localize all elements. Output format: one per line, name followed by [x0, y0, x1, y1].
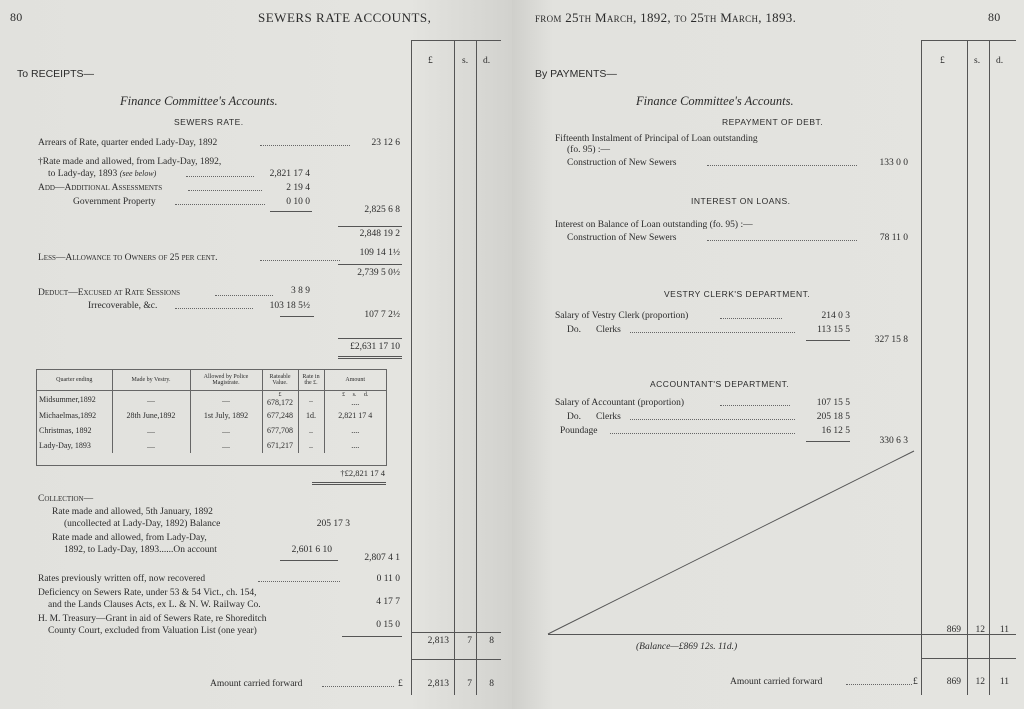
vestry-clerks-label: Clerks [596, 325, 621, 335]
collection-line3: Rate made and allowed, from Lady-Day, [52, 533, 207, 543]
construction-amount-1: 133 0 0 [879, 158, 908, 168]
sum-rule [342, 636, 402, 637]
government-amount: 0 10 0 [286, 197, 310, 207]
fifteenth-line1: Fifteenth Instalment of Principal of Loan outstanding [555, 134, 758, 144]
treasury-amount: 0 15 0 [376, 620, 400, 630]
rate-made-line2: to Lady-day, 1893 (see below) [48, 169, 157, 179]
carried-currency: £ [913, 677, 918, 687]
total-shillings: 12 [975, 625, 985, 635]
subtotal-1: 2,825 6 8 [364, 205, 400, 215]
pounds-header: £ [940, 56, 945, 66]
rate-made-amount: 2,821 17 4 [269, 169, 310, 179]
deficiency-line1: Deficiency on Sewers Rate, under 53 & 54 Vict., ch. 154, [38, 588, 257, 598]
leader-dots [260, 260, 340, 261]
carried-forward-label: Amount carried forward [730, 677, 823, 687]
sum-rule [338, 338, 402, 339]
shillings-header: s. [974, 56, 981, 66]
repayment-heading: REPAYMENT OF DEBT. [722, 117, 824, 127]
leader-dots [175, 308, 253, 309]
deduct-amount: 3 8 9 [291, 286, 310, 296]
carried-forward-label: Amount carried forward [210, 679, 303, 689]
irrecoverable-label: Irrecoverable, &c. [88, 301, 158, 311]
vestry-total: 327 15 8 [874, 335, 908, 345]
leader-dots [846, 684, 912, 685]
interest-heading: INTEREST ON LOANS. [691, 196, 791, 206]
header-rule [411, 40, 501, 41]
page-title: SEWERS RATE ACCOUNTS, [258, 10, 432, 25]
total-pence: 8 [489, 636, 494, 646]
rate-header: Rate in the £. [298, 370, 324, 390]
government-label: Government Property [73, 197, 156, 207]
carried-shillings: 12 [975, 677, 985, 687]
quarter-header: Quarter ending [37, 370, 112, 390]
collection-heading: Collection— [38, 494, 94, 504]
total-shillings: 7 [467, 636, 472, 646]
sum-rule [338, 356, 402, 357]
leader-dots [260, 145, 350, 146]
column-rule [411, 40, 412, 695]
leader-dots [322, 686, 394, 687]
total-rule [411, 632, 501, 633]
interest-line1: Interest on Balance of Loan outstanding (fo. 95) :— [555, 220, 753, 230]
rate-total: £2,631 17 10 [350, 342, 400, 352]
carried-currency: £ [398, 679, 403, 689]
deduct-label: Deduct—Excused at Rate Sessions [38, 288, 181, 298]
column-rule [454, 40, 455, 695]
accountant-clerks-label: Clerks [596, 412, 621, 422]
carried-shillings: 7 [467, 679, 472, 689]
page-number: 80 [10, 10, 23, 24]
finance-heading: Finance Committee's Accounts. [636, 94, 794, 108]
sewers-rate-heading: SEWERS RATE. [174, 117, 244, 127]
leader-dots [258, 581, 340, 582]
vestry-do: Do. [567, 325, 581, 335]
vestry-heading: VESTRY CLERK'S DEPARTMENT. [664, 289, 811, 299]
accountant-clerks-amount: 205 18 5 [816, 412, 850, 422]
accountant-do: Do. [567, 412, 581, 422]
collection-amount-1: 205 17 3 [316, 519, 350, 529]
vestry-salary-label: Salary of Vestry Clerk (proportion) [555, 311, 689, 321]
carried-pounds: 2,813 [427, 679, 449, 689]
less-label: Less—Allowance to Owners of 25 per cent. [38, 253, 218, 263]
fifteenth-line2: (fo. 95) :— [567, 145, 611, 155]
previous-label: Rates previously written off, now recovered [38, 574, 206, 584]
carried-pounds: 869 [946, 677, 961, 687]
sum-rule [338, 226, 402, 227]
table-total: †£2,821 17 4 [340, 468, 385, 478]
rateable-header: Rateable Value. [262, 370, 298, 390]
collection-line1: Rate made and allowed, 5th January, 1892 [52, 507, 213, 517]
pounds-header: £ [428, 56, 433, 66]
treasury-line2: County Court, excluded from Valuation List (one year) [48, 626, 257, 636]
table-row: Midsummer,1892 .... .... £ 678,172 .. £ s. d. .... [37, 390, 386, 408]
deduct-total: 107 7 2½ [364, 310, 400, 320]
accountant-salary-label: Salary of Accountant (proportion) [555, 398, 685, 408]
shillings-header: s. [462, 56, 469, 66]
add-label: Add—Additional Assessments [38, 183, 163, 193]
accountant-total: 330 6 3 [879, 436, 908, 446]
previous-amount: 0 11 0 [376, 574, 400, 584]
sum-rule [280, 316, 314, 317]
sum-rule [312, 484, 386, 485]
carried-pence: 8 [489, 679, 494, 689]
deficiency-line2: and the Lands Clauses Acts, ex L. & N. W. Railway Co. [48, 600, 261, 610]
vestry-salary-amount: 214 0 3 [821, 311, 850, 321]
vestry-clerks-amount: 113 15 5 [817, 325, 850, 335]
collection-line2: (uncollected at Lady-Day, 1892) Balance [64, 519, 221, 529]
pence-header: d. [996, 56, 1004, 66]
total-pounds: 869 [946, 625, 961, 635]
rate-made-line1: †Rate made and allowed, from Lady-Day, 1892, [38, 157, 222, 167]
collection-line4: 1892, to Lady-Day, 1893......On account [64, 545, 217, 555]
poundage-label: Poundage [560, 426, 598, 436]
page-number: 80 [988, 10, 1001, 24]
total-rule [921, 658, 1016, 659]
arrears-amount: 23 12 6 [371, 138, 400, 148]
table-row: Lady-Day, 1893 .... .... 671,217 .. .... [37, 438, 386, 453]
accountant-heading: ACCOUNTANT'S DEPARTMENT. [650, 379, 790, 389]
total-rule [411, 659, 501, 660]
deficiency-amount: 4 17 7 [376, 597, 400, 607]
total-pounds: 2,813 [427, 636, 449, 646]
accountant-salary-amount: 107 15 5 [816, 398, 850, 408]
amount-header: Amount [324, 370, 386, 390]
sum-rule [338, 358, 402, 359]
payments-heading: By PAYMENTS— [535, 68, 617, 80]
magistrate-header: Allowed by Police Magistrate. [190, 370, 262, 390]
total-pence: 11 [999, 625, 1009, 635]
finance-heading: Finance Committee's Accounts. [120, 94, 278, 108]
construction-label-2: Construction of New Sewers [567, 233, 677, 243]
subtotal-3: 2,739 5 0½ [357, 268, 400, 278]
pence-header: d. [483, 56, 491, 66]
right-page [512, 0, 1024, 709]
vestry-header: Made by Vestry. [112, 370, 190, 390]
leader-dots [186, 176, 254, 177]
collection-total: 2,807 4 1 [364, 553, 400, 563]
irrecoverable-amount: 103 18 5½ [269, 301, 310, 311]
cancel-line [512, 0, 1024, 709]
sum-rule [338, 264, 402, 265]
balance-note: (Balance—£869 12s. 11d.) [636, 642, 738, 652]
table-row: Christmas, 1892 .... .... 677,708 .. .... [37, 423, 386, 438]
sum-rule [270, 211, 312, 212]
carried-pence: 11 [999, 677, 1009, 687]
construction-amount-2: 78 11 0 [879, 233, 908, 243]
column-rule [476, 40, 477, 695]
arrears-label: Arrears of Rate, quarter ended Lady-Day, 1892 [38, 138, 218, 148]
table-row: Michaelmas,1892 28th June,1892 1st July, 1892 677,248 1d. 2,821 17 4 [37, 408, 386, 423]
sum-rule [312, 482, 386, 483]
construction-label-1: Construction of New Sewers [567, 158, 677, 168]
subtotal-2: 2,848 19 2 [359, 229, 400, 239]
add-amount: 2 19 4 [286, 183, 310, 193]
treasury-line1: H. M. Treasury—Grant in aid of Sewers Rate, re Shoreditch [38, 614, 267, 624]
collection-amount-2: 2,601 6 10 [291, 545, 332, 555]
quarter-table [37, 370, 386, 453]
poundage-amount: 16 12 5 [821, 426, 850, 436]
page-title: from 25th March, 1892, to 25th March, 1893. [535, 10, 797, 25]
less-amount: 109 14 1½ [359, 248, 400, 258]
receipts-heading: To RECEIPTS— [17, 68, 95, 80]
